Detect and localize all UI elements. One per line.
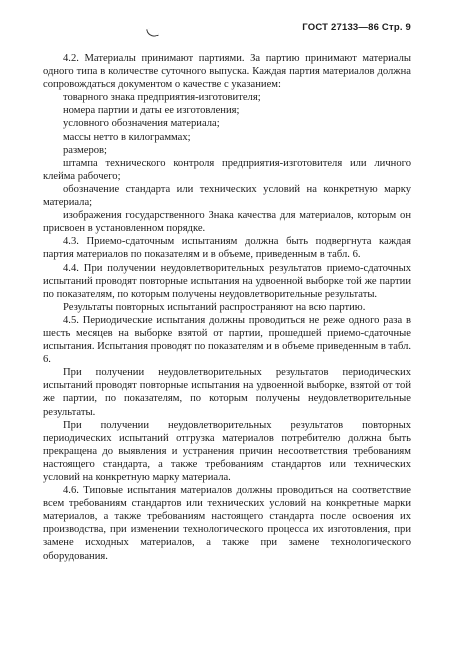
- list-item-trademark: товарного знака предприятия-изготовителя;: [63, 92, 261, 104]
- list-item-mass: массы нетто в килограммах;: [63, 131, 191, 143]
- list-item-quality-mark: изображения государственного Знака качества для материалов, которым он присвоен в установленном порядке.: [43, 210, 411, 235]
- paragraph-4-6: 4.6. Типовые испытания материалов должны проводиться на соответствие всем требованиям стандартов или технических условий на конкретные марки материалов, а также требованиям настоящего стандарта после освоения их производства, при изменении технологического процесса их изготовления, при замене исходных материалов, а также при замене технологического оборудования.: [43, 485, 411, 562]
- list-item-designation: условного обозначения материала;: [63, 118, 220, 130]
- list-item-stamp: штампа технического контроля предприятия-изготовителя или личного клейма рабочего;: [43, 157, 411, 182]
- paragraph-4-4: 4.4. При получении неудовлетворительных результатов приемо-сдаточных испытаний проводят повторные испытания на удвоенной выборке той же партии по показателям, по которым получены неудовлетворительные результаты.: [43, 262, 411, 300]
- page-header: ГОСТ 27133—86 Стр. 9: [302, 22, 411, 33]
- paragraph-4-5: 4.5. Периодические испытания должны проводиться не реже одного раза в шесть месяцев на выборке взятой от партии, прошедшей приемо-сдаточные испытания. Испытания проводят по показателям и в объеме приведенным в табл. 6.: [43, 314, 411, 366]
- paragraph-4-2: 4.2. Материалы принимают партиями. За партию принимают материалы одного типа в количестве суточного выпуска. Каждая партия материалов должна сопровождаться документом о качестве с указанием:: [43, 53, 411, 91]
- document-body: [43, 52, 411, 563]
- paragraph-repeat-results: Результаты повторных испытаний распространяют на всю партию.: [63, 301, 366, 313]
- list-item-size: размеров;: [63, 144, 107, 156]
- list-item-standard: обозначение стандарта или технических условий на конкретную марку материала;: [43, 183, 411, 209]
- handwritten-check-mark: [146, 27, 159, 38]
- paragraph-periodic-repeat-fail: При получении неудовлетворительных результатов повторных периодических испытаний отгрузка материалов потребителю должна быть прекращена до выявления и устранения причин несоответствия требованиям настоящего стандарта, а также требованиям стандартов или технических условий на конкретную марку материала.: [43, 419, 411, 483]
- list-item-batch: номера партии и даты ее изготовления;: [63, 105, 240, 117]
- paragraph-periodic-fail: При получении неудовлетворительных результатов периодических испытаний проводят повторные испытания на удвоенной выборке, взятой от той же партии, по показателям, по которым получены неудовлетворительные результаты.: [43, 367, 411, 418]
- paragraph-4-3: 4.3. Приемо-сдаточным испытаниям должна быть подвергнута каждая партия материалов по показателям и в объеме, приведенным в табл. 6.: [43, 236, 411, 261]
